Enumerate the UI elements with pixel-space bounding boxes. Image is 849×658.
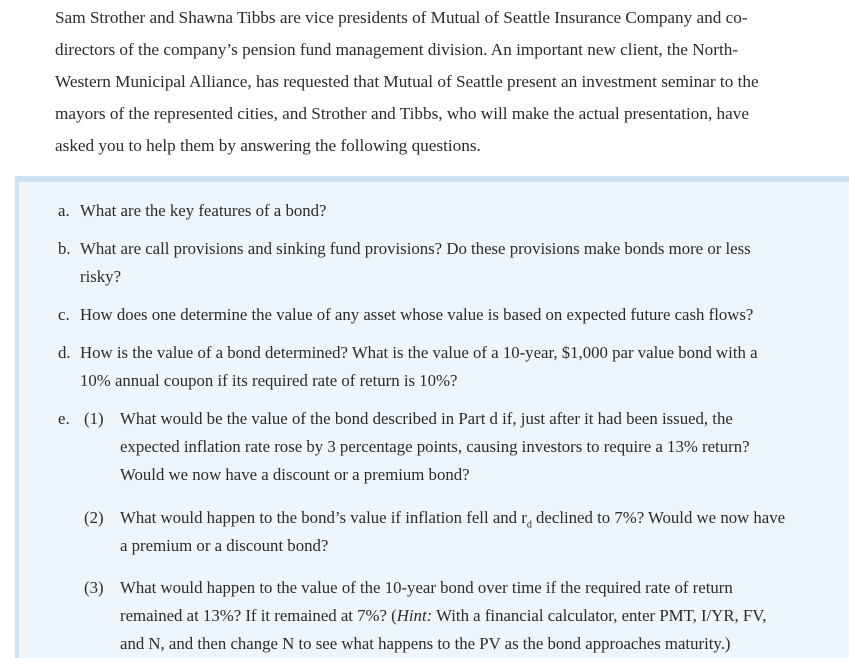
question-e1-label: (1) [84, 409, 104, 428]
question-d-line-2: 10% annual coupon if its required rate of return is 10%? [80, 371, 458, 390]
question-e1-line-1: What would be the value of the bond described in Part d if, just after it had been issued, the [120, 409, 733, 428]
required-return-symbol [521, 508, 532, 531]
question-c-label: c. [58, 305, 70, 324]
intro-line-5: asked you to help them by answering the following questions. [55, 136, 481, 155]
question-e3-line-2-end: With a financial calculator, enter PMT, I/YR, FV, [432, 606, 767, 625]
questions-panel [15, 176, 849, 658]
question-b-label: b. [58, 239, 71, 258]
required-return-subscript: d [526, 519, 532, 531]
question-a-text: What are the key features of a bond? [80, 201, 327, 220]
question-e2-line-1 [120, 508, 785, 535]
question-d-line-1: How is the value of a bond determined? What is the value of a 10-year, $1,000 par value bond with a [80, 343, 758, 362]
question-e3-line-1: What would happen to the value of the 10-year bond over time if the required rate of return [120, 578, 733, 597]
question-e2-label: (2) [84, 508, 104, 527]
question-c-text: How does one determine the value of any asset whose value is based on expected future cash flows? [80, 305, 754, 324]
question-e1-line-3: Would we now have a discount or a premium bond? [120, 465, 470, 484]
intro-line-3: Western Municipal Alliance, has requested that Mutual of Seattle present an investment seminar to the [55, 72, 759, 91]
question-e3-line-2-start: remained at 13%? If it remained at 7%? ( [120, 606, 397, 625]
question-e3-line-3: and N, and then change N to see what happens to the PV as the bond approaches maturity.) [120, 634, 731, 653]
required-return-r: r [521, 508, 527, 527]
intro-line-1: Sam Strother and Shawna Tibbs are vice presidents of Mutual of Seattle Insurance Company and co- [55, 8, 748, 27]
question-e3-line-2 [120, 606, 766, 626]
question-b-line-1: What are call provisions and sinking fund provisions? Do these provisions make bonds more or less [80, 239, 751, 258]
intro-line-4: mayors of the represented cities, and Strother and Tibbs, who will make the actual presentation, have [55, 104, 750, 123]
question-e2-line-2: a premium or a discount bond? [120, 536, 329, 555]
case-intro [0, 0, 849, 172]
question-d-label: d. [58, 343, 71, 362]
question-e-label: e. [58, 409, 70, 428]
question-e1-line-2: expected inflation rate rose by 3 percentage points, causing investors to require a 13% return? [120, 437, 750, 456]
question-e3-label: (3) [84, 578, 104, 597]
intro-line-2: directors of the company’s pension fund management division. An important new client, the North- [55, 40, 739, 59]
hint-label: Hint: [396, 606, 433, 625]
question-e2-line-1-end: declined to 7%? Would we now have [531, 508, 786, 527]
question-a-label: a. [58, 201, 70, 220]
question-e2-line-1-start: What would happen to the bond’s value if inflation fell and [120, 508, 522, 527]
question-b-line-2: risky? [80, 267, 122, 286]
